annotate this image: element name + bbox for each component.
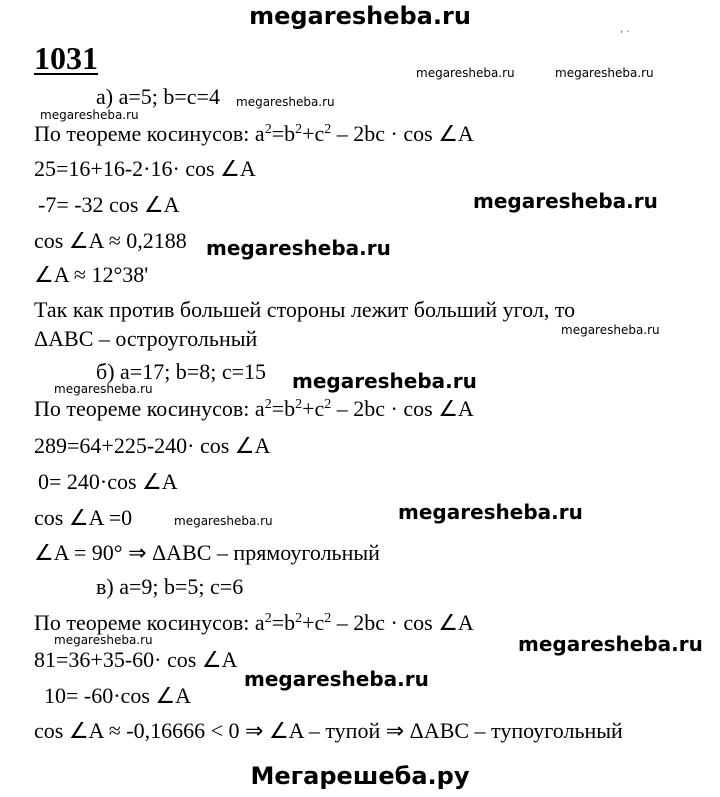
part-c-theorem: По теореме косинусов: $a^2=b^2+c^2 - 2bc \cdot \cos$ ∠A: [34, 610, 474, 635]
corner-mark: , .: [620, 24, 630, 35]
part-a-conclusion-1: Так как против большей стороны лежит больший угол, то: [34, 297, 576, 322]
watermark: megaresheba.ru: [54, 633, 153, 647]
part-c-equation-3: cos ∠A ≈ -0,16666 < 0 ⇒ ∠A – тупой ⇒ ΔABC – тупоугольный: [34, 718, 623, 743]
watermark: megaresheba.ru: [555, 66, 654, 80]
part-a-equation-2: -7= -32 cos ∠A: [38, 192, 180, 217]
watermark: megaresheba.ru: [292, 369, 477, 393]
watermark: megaresheba.ru: [416, 66, 515, 80]
part-a-equation-4: ∠A ≈ 12°38': [34, 262, 149, 287]
part-c-given: в) a=9; b=5; c=6: [96, 574, 244, 599]
problem-number: 1031: [34, 40, 98, 76]
watermark: megaresheba.ru: [206, 236, 391, 260]
watermark: megaresheba.ru: [236, 95, 335, 109]
part-b-equation-1: 289=64+225-240· cos ∠A: [34, 433, 271, 458]
part-b-equation-4: ∠A = 90° ⇒ ΔABC – прямоугольный: [34, 540, 380, 565]
header-watermark: megaresheba.ru: [249, 2, 471, 30]
part-a-theorem: По теореме косинусов: $a^2=b^2+c^2 - 2bc \cdot \cos$ ∠A: [34, 121, 474, 146]
part-b-equation-3: cos ∠A =0: [34, 505, 133, 530]
watermark: megaresheba.ru: [40, 108, 139, 122]
footer-watermark: Мегарешеба.ру: [250, 762, 470, 790]
watermark: megaresheba.ru: [398, 500, 583, 524]
part-b-theorem: По теореме косинусов: $a^2=b^2+c^2 - 2bc \cdot \cos$ ∠A: [34, 396, 474, 421]
part-a-equation-3: cos ∠A ≈ 0,2188: [34, 228, 187, 253]
watermark: megaresheba.ru: [244, 667, 429, 691]
watermark: megaresheba.ru: [174, 514, 273, 528]
part-b-given: б) a=17; b=8; c=15: [96, 359, 266, 384]
part-a-given: а) a=5; b=c=4: [96, 84, 220, 109]
part-c-equation-2: 10= -60·cos ∠A: [44, 683, 191, 708]
watermark: megaresheba.ru: [473, 189, 658, 213]
watermark: megaresheba.ru: [561, 323, 660, 337]
part-a-conclusion-2: ΔABC – остроугольный: [34, 326, 258, 351]
part-c-equation-1: 81=36+35-60· cos ∠A: [34, 647, 238, 672]
watermark: megaresheba.ru: [54, 382, 153, 396]
part-a-equation-1: 25=16+16-2·16· cos ∠A: [34, 156, 256, 181]
part-b-equation-2: 0= 240·cos ∠A: [38, 469, 178, 494]
watermark: megaresheba.ru: [518, 632, 703, 656]
